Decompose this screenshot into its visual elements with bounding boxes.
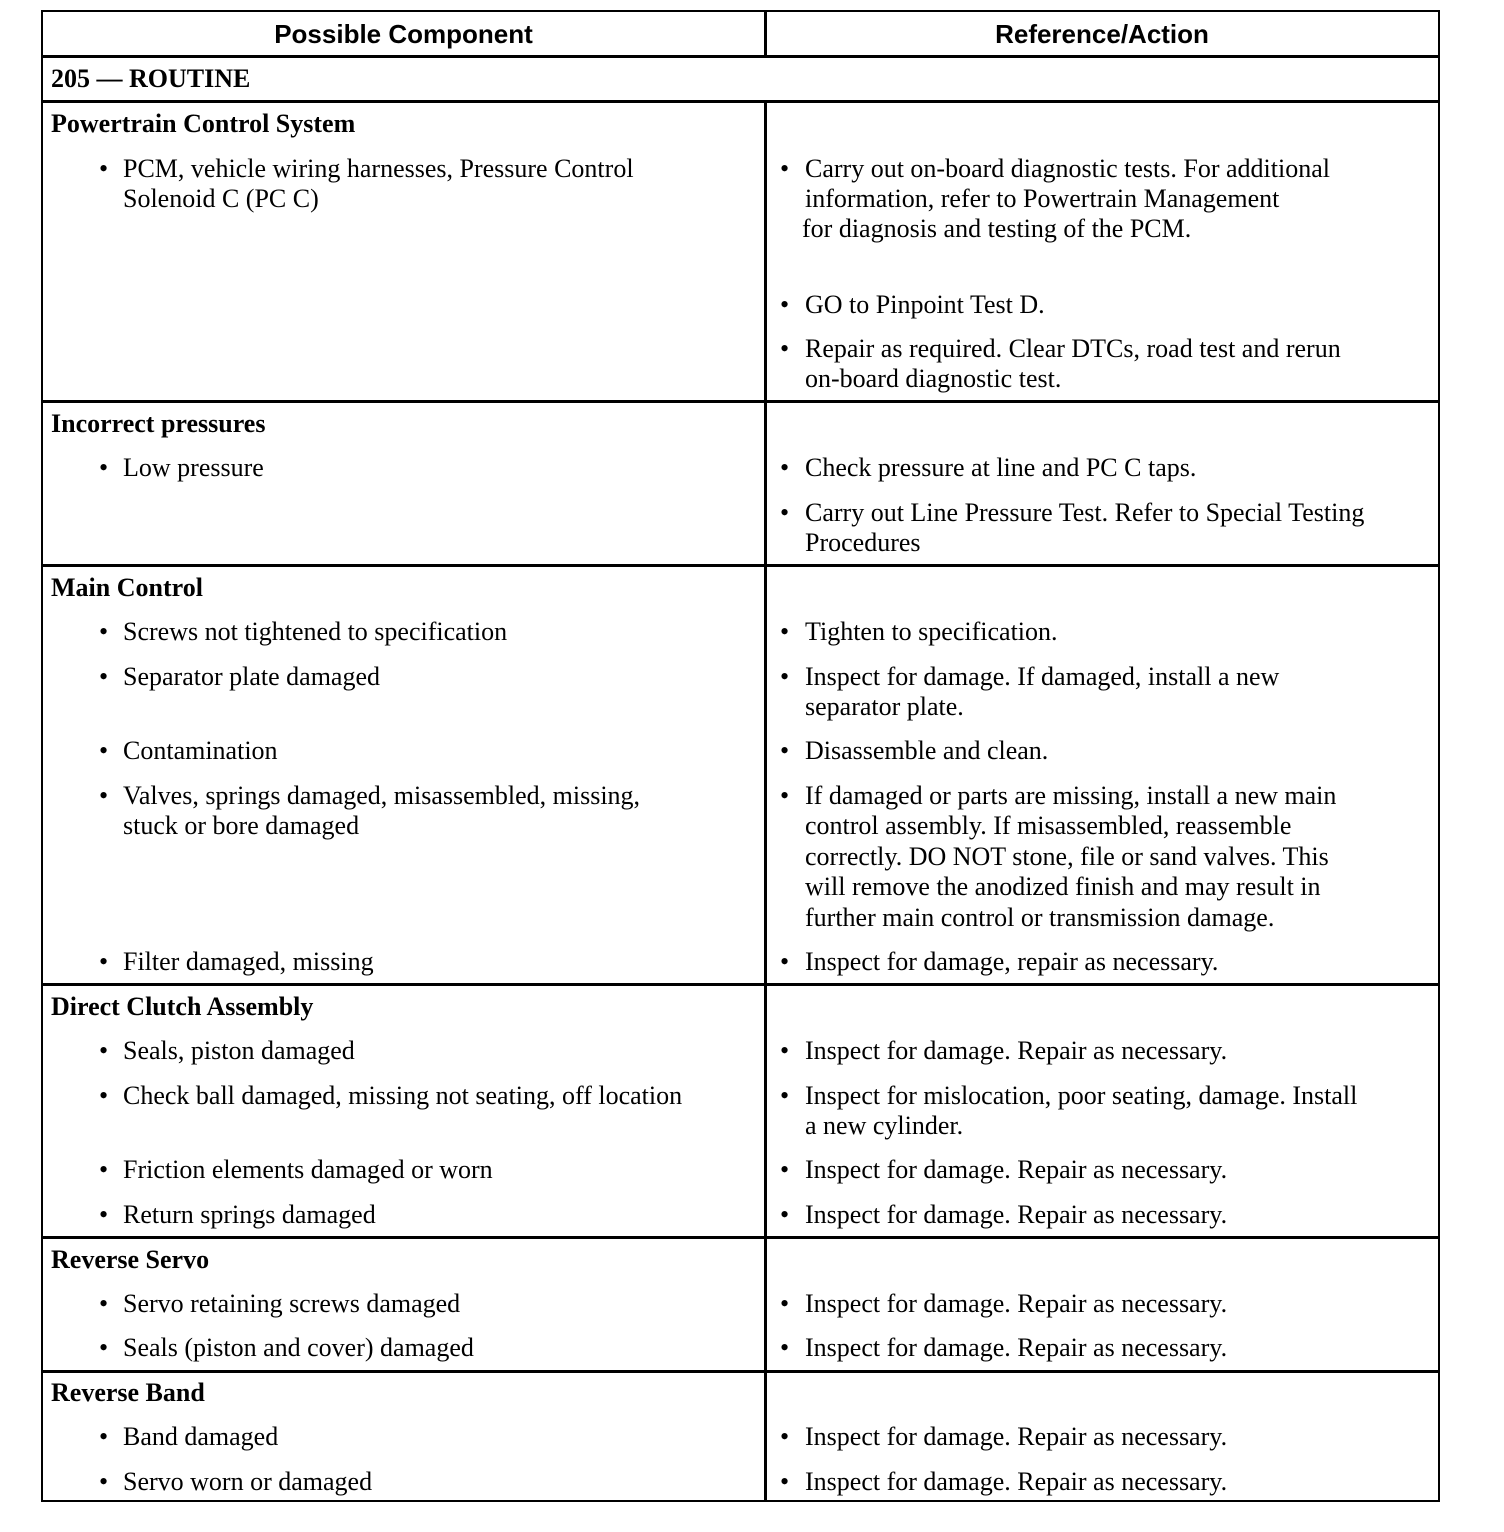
action-item: Inspect for damage. Repair as necessary. — [805, 1200, 1228, 1229]
action-item: Inspect for damage. Repair as necessary. — [805, 1155, 1228, 1184]
action-item: a new cylinder. — [805, 1111, 964, 1140]
action-item: Carry out on-board diagnostic tests. For additional — [805, 154, 1330, 183]
component-item: stuck or bore damaged — [123, 811, 360, 840]
bullet-icon: • — [99, 453, 109, 482]
bullet-icon: • — [780, 1467, 790, 1496]
component-item: Solenoid C (PC C) — [123, 184, 319, 213]
component-item: PCM, vehicle wiring harnesses, Pressure Control — [123, 154, 634, 183]
component-item: Return springs damaged — [123, 1200, 376, 1229]
action-item: Repair as required. Clear DTCs, road test and rerun — [805, 334, 1341, 363]
component-item: Contamination — [123, 736, 278, 765]
bullet-icon: • — [99, 154, 109, 183]
component-item: Filter damaged, missing — [123, 947, 374, 976]
action-item: on-board diagnostic test. — [805, 364, 1062, 393]
section-title: Powertrain Control System — [51, 109, 356, 138]
component-item: Band damaged — [123, 1422, 279, 1451]
component-item: Friction elements damaged or worn — [123, 1155, 493, 1184]
bullet-icon: • — [780, 1036, 790, 1065]
routine-rule — [43, 100, 1438, 103]
bullet-icon: • — [99, 1081, 109, 1110]
component-item: Valves, springs damaged, misassembled, missing, — [123, 781, 641, 810]
bullet-icon: • — [780, 736, 790, 765]
bullet-icon: • — [780, 1333, 790, 1362]
action-item: will remove the anodized finish and may result in — [805, 872, 1321, 901]
section-title: Reverse Servo — [51, 1245, 210, 1274]
bullet-icon: • — [780, 1200, 790, 1229]
bullet-icon: • — [780, 1155, 790, 1184]
section-title: Direct Clutch Assembly — [51, 992, 314, 1021]
bullet-icon: • — [780, 154, 790, 183]
bullet-icon: • — [780, 1081, 790, 1110]
action-item: correctly. DO NOT stone, file or sand valves. This — [805, 842, 1329, 871]
action-item: information, refer to Powertrain Management — [805, 184, 1280, 213]
action-item: Procedures — [805, 528, 921, 557]
section-title: Incorrect pressures — [51, 409, 266, 438]
bullet-icon: • — [99, 662, 109, 691]
component-item: Seals (piston and cover) damaged — [123, 1333, 474, 1362]
section-rule — [43, 564, 1438, 567]
bullet-icon: • — [99, 1333, 109, 1362]
action-item: GO to Pinpoint Test D. — [805, 290, 1045, 319]
component-item: Low pressure — [123, 453, 264, 482]
header-possible-component: Possible Component — [274, 19, 533, 49]
action-item: for diagnosis and testing of the PCM. — [802, 214, 1192, 243]
bullet-icon: • — [780, 781, 790, 810]
section-rule — [43, 1370, 1438, 1373]
action-item: Carry out Line Pressure Test. Refer to Special Testing — [805, 498, 1365, 527]
bullet-icon: • — [780, 947, 790, 976]
section-rule — [43, 1236, 1438, 1239]
body-column-divider — [764, 101, 767, 1501]
bullet-icon: • — [780, 453, 790, 482]
component-item: Check ball damaged, missing not seating, off location — [123, 1081, 683, 1110]
action-item: Inspect for damage. If damaged, install a new — [805, 662, 1280, 691]
action-item: Inspect for damage. Repair as necessary. — [805, 1467, 1228, 1496]
bullet-icon: • — [99, 1289, 109, 1318]
section-title: Reverse Band — [51, 1378, 205, 1407]
action-item: If damaged or parts are missing, install a new main — [805, 781, 1337, 810]
bullet-icon: • — [780, 498, 790, 527]
action-item: further main control or transmission damage. — [805, 903, 1275, 932]
action-item: Tighten to specification. — [805, 617, 1058, 646]
component-item: Servo retaining screws damaged — [123, 1289, 461, 1318]
action-item: Disassemble and clean. — [805, 736, 1049, 765]
bullet-icon: • — [780, 1422, 790, 1451]
action-item: Inspect for damage. Repair as necessary. — [805, 1422, 1228, 1451]
diagnosis-table — [41, 10, 1440, 1502]
section-rule — [43, 983, 1438, 986]
section-rule — [43, 400, 1438, 403]
action-item: separator plate. — [805, 692, 964, 721]
bullet-icon: • — [780, 1289, 790, 1318]
action-item: Inspect for mislocation, poor seating, damage. Install — [805, 1081, 1358, 1110]
section-title: Main Control — [51, 573, 203, 602]
action-item: Inspect for damage. Repair as necessary. — [805, 1036, 1228, 1065]
component-item: Screws not tightened to specification — [123, 617, 508, 646]
component-item: Separator plate damaged — [123, 662, 380, 691]
header-reference-action: Reference/Action — [995, 19, 1209, 49]
bullet-icon: • — [99, 617, 109, 646]
bullet-icon: • — [780, 334, 790, 363]
action-item: Check pressure at line and PC C taps. — [805, 453, 1197, 482]
action-item: control assembly. If misassembled, reassemble — [805, 811, 1292, 840]
bullet-icon: • — [99, 736, 109, 765]
component-item: Servo worn or damaged — [123, 1467, 373, 1496]
bullet-icon: • — [99, 1200, 109, 1229]
bullet-icon: • — [99, 781, 109, 810]
bullet-icon: • — [99, 1155, 109, 1184]
routine-label: 205 — ROUTINE — [51, 64, 251, 93]
bullet-icon: • — [780, 290, 790, 319]
bullet-icon: • — [780, 662, 790, 691]
action-item: Inspect for damage. Repair as necessary. — [805, 1333, 1228, 1362]
bullet-icon: • — [99, 947, 109, 976]
action-item: Inspect for damage, repair as necessary. — [805, 947, 1219, 976]
bullet-icon: • — [99, 1422, 109, 1451]
bullet-icon: • — [99, 1036, 109, 1065]
component-item: Seals, piston damaged — [123, 1036, 355, 1065]
bullet-icon: • — [780, 617, 790, 646]
action-item: Inspect for damage. Repair as necessary. — [805, 1289, 1228, 1318]
bullet-icon: • — [99, 1467, 109, 1496]
